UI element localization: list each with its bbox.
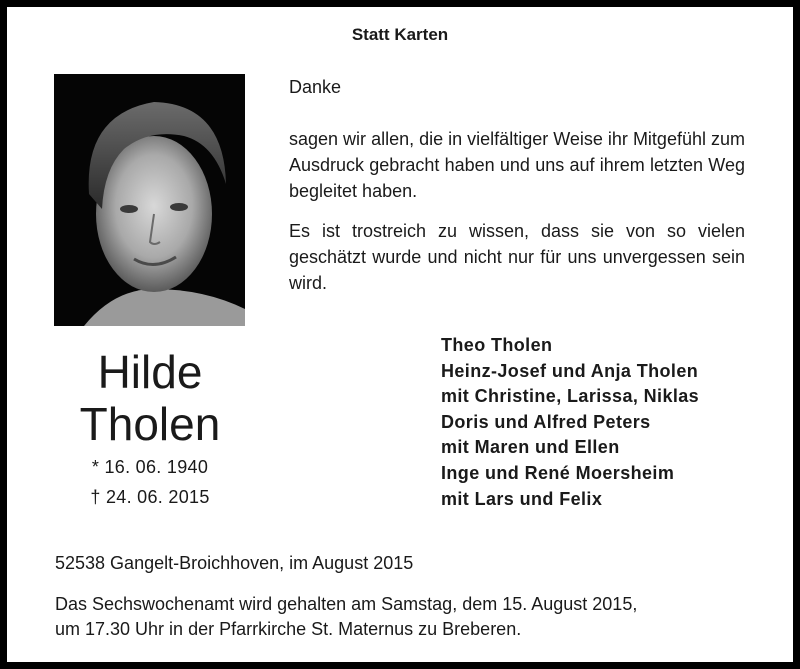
family-line: Doris und Alfred Peters	[441, 411, 651, 432]
family-line: Theo Tholen	[441, 335, 553, 355]
place-and-date: 52538 Gangelt-Broichhoven, im August 2015	[55, 553, 414, 573]
death-date: † 24. 06. 2015	[90, 487, 210, 507]
greeting: Danke	[289, 77, 342, 97]
family-line: mit Maren und Ellen	[441, 437, 620, 458]
obituary-notice	[7, 7, 793, 662]
deceased-first-name: Hilde	[97, 346, 203, 398]
service-announcement	[55, 592, 755, 642]
family-line: Heinz-Josef und Anja Tholen	[441, 360, 699, 381]
comfort-paragraph: Es ist trostreich zu wissen, dass sie von so vielen geschätzt wurde und nicht nur für uns unvergessen sein wird.	[289, 221, 745, 293]
family-line: Inge und René Moersheim	[441, 462, 675, 483]
notice-header: Statt Karten	[351, 25, 449, 44]
portrait-photo	[54, 74, 245, 326]
birth-date: * 16. 06. 1940	[91, 457, 209, 477]
portrait-image	[54, 74, 245, 326]
service-line: um 17.30 Uhr in der Pfarrkirche St. Maternus zu Breberen.	[55, 619, 522, 639]
deceased-last-name: Tholen	[79, 398, 221, 450]
thanks-paragraph: sagen wir allen, die in vielfältiger Weise ihr Mitgefühl zum Ausdruck gebracht haben und uns auf ihrem letzten Weg begleitet haben.	[289, 129, 745, 201]
family-line: mit Lars und Felix	[441, 488, 603, 509]
family-signatures	[441, 333, 699, 512]
family-line: mit Christine, Larissa, Niklas	[441, 386, 700, 407]
service-line: Das Sechswochenamt wird gehalten am Samstag, dem 15. August 2015,	[55, 594, 638, 614]
